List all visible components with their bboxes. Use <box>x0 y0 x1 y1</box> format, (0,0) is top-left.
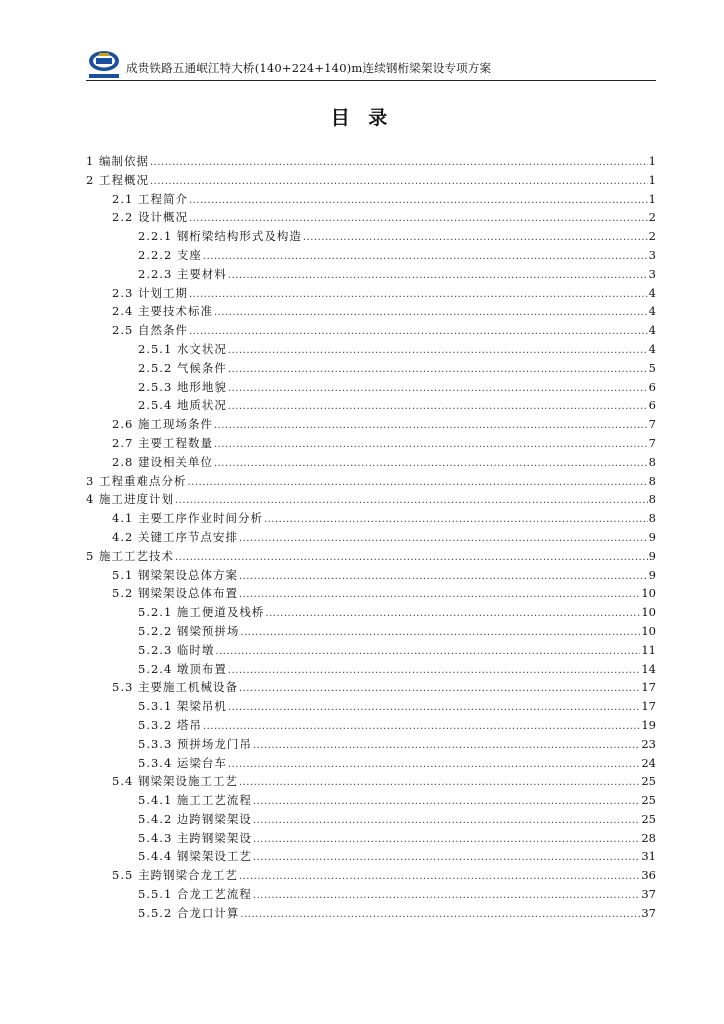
toc-entry[interactable] <box>86 547 656 566</box>
toc-entry-title: 5.5.1 合龙工艺流程 <box>138 887 252 902</box>
toc-leader-dots <box>239 868 640 887</box>
toc-entry-page: 25 <box>641 793 656 808</box>
toc-entry[interactable] <box>86 152 656 171</box>
toc-entry-title: 5.1 钢梁架设总体方案 <box>112 567 238 582</box>
toc-leader-dots <box>228 398 648 417</box>
toc-leader-dots <box>214 455 648 474</box>
toc-entry-title: 5.2.1 施工便道及栈桥 <box>138 605 265 620</box>
toc-entry-title: 2.2.3 主要材料 <box>138 266 227 281</box>
toc-entry[interactable] <box>86 697 656 716</box>
toc-entry-page: 1 <box>648 172 656 187</box>
toc-entry[interactable] <box>86 265 656 284</box>
toc-entry-page: 6 <box>648 398 656 413</box>
toc-leader-dots <box>150 154 648 173</box>
toc-entry[interactable] <box>86 190 656 209</box>
toc-entry-page: 10 <box>641 586 656 601</box>
toc-leader-dots <box>228 342 648 361</box>
toc-entry[interactable] <box>86 866 656 885</box>
toc-entry-title: 4.2 关键工序节点安排 <box>112 529 238 544</box>
toc-entry-title: 5.4.2 边跨钢梁架设 <box>138 811 252 826</box>
toc-entry-page: 25 <box>641 774 656 789</box>
toc-entry[interactable] <box>86 509 656 528</box>
toc-entry-page: 9 <box>648 567 656 582</box>
toc-entry-page: 28 <box>641 830 656 845</box>
toc-entry-title: 2.6 施工现场条件 <box>112 417 213 432</box>
toc-entry-page: 8 <box>648 511 656 526</box>
toc-leader-dots <box>240 624 640 643</box>
toc-entry[interactable] <box>86 754 656 773</box>
toc-entry-title: 2.3 计划工期 <box>112 285 188 300</box>
toc-leader-dots <box>175 549 648 568</box>
toc-leader-dots <box>228 756 640 775</box>
toc-entry-title: 2.8 建设相关单位 <box>112 454 213 469</box>
toc-entry[interactable] <box>86 847 656 866</box>
toc-entry-page: 3 <box>648 266 656 281</box>
toc-entry-title: 1 编制依据 <box>86 154 149 168</box>
toc-entry-page: 4 <box>648 341 656 356</box>
toc-entry[interactable] <box>86 584 656 603</box>
toc-entry-title: 2.5.3 地形地貌 <box>138 379 227 394</box>
document-header-title: 成贵铁路五通岷江特大桥(140+224+140)m连续钢桁梁架设专项方案 <box>126 61 492 75</box>
toc-leader-dots <box>189 192 648 211</box>
toc-entry-title: 5.4.4 钢梁架设工艺 <box>138 849 252 864</box>
toc-leader-dots <box>253 887 640 906</box>
toc-entry-title: 5.4.1 施工工艺流程 <box>138 793 252 808</box>
toc-entry[interactable] <box>86 302 656 321</box>
toc-entry[interactable] <box>86 490 656 509</box>
toc-leader-dots <box>214 304 648 323</box>
toc-entry-page: 8 <box>648 473 656 488</box>
toc-entry-title: 5.4 钢梁架设施工工艺 <box>112 774 238 789</box>
toc-leader-dots <box>253 737 640 756</box>
toc-entry-page: 4 <box>648 285 656 300</box>
toc-entry[interactable] <box>86 810 656 829</box>
toc-entry-page: 36 <box>641 868 656 883</box>
toc-entry-title: 5.5 主跨钢梁合龙工艺 <box>112 868 238 883</box>
toc-entry-page: 14 <box>641 661 656 676</box>
toc-leader-dots <box>187 474 647 493</box>
toc-entry-title: 4 施工进度计划 <box>86 492 174 507</box>
page-header <box>86 50 656 80</box>
toc-leader-dots <box>189 286 648 305</box>
toc-entry[interactable] <box>86 566 656 585</box>
toc-leader-dots <box>253 793 640 812</box>
toc-entry[interactable] <box>86 171 656 190</box>
toc-entry[interactable] <box>86 415 656 434</box>
toc-entry[interactable] <box>86 246 656 265</box>
toc-entry-title: 2.2.2 支座 <box>138 247 202 262</box>
toc-entry-title: 2.2.1 钢桁梁结构形式及构造 <box>138 229 302 244</box>
toc-entry-title: 2.1 工程简介 <box>112 191 188 206</box>
toc-leader-dots <box>264 511 648 530</box>
toc-leader-dots <box>228 361 648 380</box>
toc-entry[interactable] <box>86 284 656 303</box>
toc-entry-page: 5 <box>648 360 656 375</box>
toc-entry-title: 2.4 主要技术标准 <box>112 304 213 319</box>
toc-entry-title: 5.3.4 运梁台车 <box>138 755 227 770</box>
page-title: 目 录 <box>330 107 394 129</box>
toc-entry[interactable] <box>86 660 656 679</box>
toc-leader-dots <box>214 436 648 455</box>
toc-entry[interactable] <box>86 603 656 622</box>
toc-entry-page: 19 <box>641 717 656 732</box>
toc-leader-dots <box>239 530 648 549</box>
toc-entry[interactable] <box>86 472 656 491</box>
toc-entry-title: 2.5.4 地质状况 <box>138 398 227 413</box>
toc-entry[interactable] <box>86 829 656 848</box>
toc-entry[interactable] <box>86 434 656 453</box>
toc-entry-page: 17 <box>641 699 656 714</box>
toc-entry-page: 2 <box>648 210 656 225</box>
table-of-contents <box>86 152 656 923</box>
toc-entry-title: 5 施工工艺技术 <box>86 548 174 563</box>
toc-entry[interactable] <box>86 678 656 697</box>
toc-leader-dots <box>253 812 640 831</box>
company-logo-icon <box>86 50 122 80</box>
toc-entry-page: 1 <box>648 154 656 168</box>
toc-entry-page: 7 <box>648 435 656 450</box>
toc-entry[interactable] <box>86 735 656 754</box>
toc-entry-page: 9 <box>648 529 656 544</box>
toc-entry-title: 5.2 钢梁架设总体布置 <box>112 586 238 601</box>
toc-entry-page: 24 <box>641 755 656 770</box>
toc-entry-title: 2.7 主要工程数量 <box>112 435 213 450</box>
toc-entry-title: 4.1 主要工序作业时间分析 <box>112 511 263 526</box>
toc-entry[interactable] <box>86 622 656 641</box>
toc-entry-page: 1 <box>648 191 656 206</box>
toc-entry-page: 10 <box>641 605 656 620</box>
toc-entry-title: 2.2 设计概况 <box>112 210 188 225</box>
toc-entry-title: 2.5 自然条件 <box>112 323 188 338</box>
toc-leader-dots <box>215 643 640 662</box>
toc-entry-page: 6 <box>648 379 656 394</box>
toc-leader-dots <box>253 831 640 850</box>
toc-entry[interactable] <box>86 772 656 791</box>
toc-leader-dots <box>150 173 648 192</box>
toc-entry[interactable] <box>86 378 656 397</box>
toc-entry-title: 5.2.2 钢梁预拼场 <box>138 623 240 638</box>
toc-leader-dots <box>228 267 648 286</box>
toc-entry[interactable] <box>86 359 656 378</box>
toc-leader-dots <box>303 229 648 248</box>
toc-entry-title: 5.3.1 架梁吊机 <box>138 699 227 714</box>
toc-entry[interactable] <box>86 208 656 227</box>
toc-entry[interactable] <box>86 528 656 547</box>
toc-entry-page: 17 <box>641 680 656 695</box>
toc-entry-page: 11 <box>641 642 656 657</box>
toc-leader-dots <box>265 605 640 624</box>
toc-entry-title: 5.3.2 塔吊 <box>138 717 202 732</box>
toc-entry[interactable] <box>86 885 656 904</box>
toc-entry[interactable] <box>86 396 656 415</box>
toc-entry-title: 5.5.2 合龙口计算 <box>138 905 240 920</box>
toc-entry-title: 5.3.3 预拼场龙门吊 <box>138 736 252 751</box>
toc-entry-page: 7 <box>648 417 656 432</box>
toc-entry[interactable] <box>86 904 656 923</box>
toc-entry-title: 2 工程概况 <box>86 172 149 187</box>
toc-entry[interactable] <box>86 716 656 735</box>
toc-leader-dots <box>214 417 648 436</box>
toc-entry[interactable] <box>86 227 656 246</box>
toc-entry-title: 3 工程重难点分析 <box>86 473 187 488</box>
toc-entry-title: 5.2.3 临时墩 <box>138 642 215 657</box>
toc-entry-title: 5.2.4 墩顶布置 <box>138 661 227 676</box>
toc-entry-title: 2.5.2 气候条件 <box>138 360 227 375</box>
toc-entry-page: 8 <box>648 492 656 507</box>
toc-leader-dots <box>228 699 640 718</box>
toc-entry-page: 25 <box>641 811 656 826</box>
toc-leader-dots <box>239 680 640 699</box>
toc-entry-page: 2 <box>648 229 656 244</box>
toc-entry-page: 3 <box>648 247 656 262</box>
header-divider <box>86 80 656 81</box>
toc-leader-dots <box>228 662 640 681</box>
toc-entry-page: 8 <box>648 454 656 469</box>
toc-entry-title: 5.3 主要施工机械设备 <box>112 680 238 695</box>
toc-leader-dots <box>203 248 648 267</box>
toc-leader-dots <box>240 906 640 925</box>
toc-entry[interactable] <box>86 340 656 359</box>
toc-entry-page: 10 <box>641 623 656 638</box>
toc-leader-dots <box>239 568 648 587</box>
toc-entry-page: 4 <box>648 323 656 338</box>
toc-entry-title: 2.5.1 水文状况 <box>138 341 227 356</box>
toc-leader-dots <box>189 323 648 342</box>
toc-leader-dots <box>239 774 640 793</box>
toc-leader-dots <box>203 718 640 737</box>
toc-entry[interactable] <box>86 453 656 472</box>
toc-entry-page: 23 <box>641 736 656 751</box>
toc-entry[interactable] <box>86 641 656 660</box>
toc-entry[interactable] <box>86 321 656 340</box>
toc-entry-page: 4 <box>648 304 656 319</box>
toc-entry-page: 37 <box>641 887 656 902</box>
toc-entry-title: 5.4.3 主跨钢梁架设 <box>138 830 252 845</box>
toc-entry[interactable] <box>86 791 656 810</box>
toc-leader-dots <box>239 586 640 605</box>
toc-leader-dots <box>228 380 648 399</box>
toc-entry-page: 9 <box>648 548 656 563</box>
toc-entry-page: 31 <box>641 849 656 864</box>
toc-entry-page: 37 <box>641 905 656 920</box>
toc-leader-dots <box>253 849 640 868</box>
